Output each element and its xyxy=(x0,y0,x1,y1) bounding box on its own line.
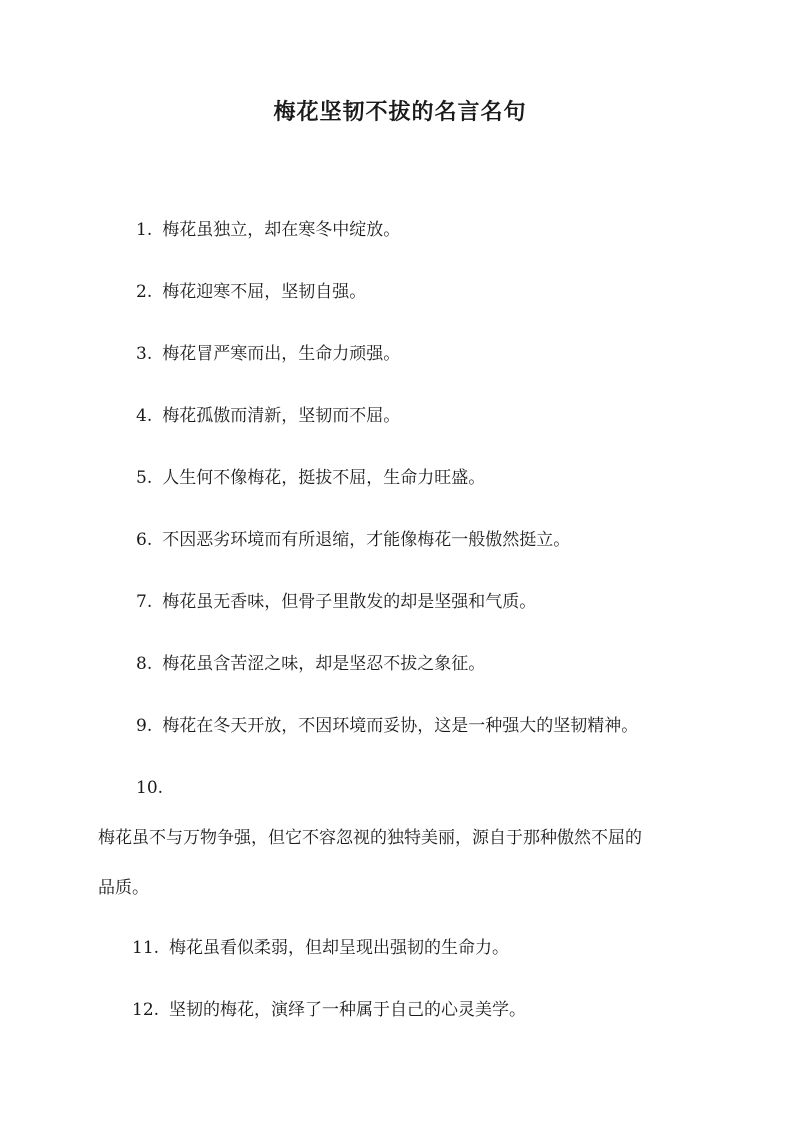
quote-text: 梅花在冬天开放，不因环境而妥协，这是一种强大的坚韧精神。 xyxy=(162,716,639,736)
quote-item-6 xyxy=(136,527,570,553)
quote-item-11 xyxy=(132,935,509,961)
quote-text: 人生何不像梅花，挺拔不屈，生命力旺盛。 xyxy=(162,468,486,488)
quote-number: 5. xyxy=(136,468,153,488)
quote-text: 不因恶劣环境而有所退缩，才能像梅花一般傲然挺立。 xyxy=(162,530,571,550)
quote-text: 梅花虽无香味，但骨子里散发的却是坚强和气质。 xyxy=(162,592,537,612)
quote-item-10-text-line1: 梅花虽不与万物争强，但它不容忽视的独特美丽，源自于那种傲然不屈的 xyxy=(98,828,642,848)
quote-item-10-text-line2: 品质。 xyxy=(98,878,149,898)
quote-item-12 xyxy=(132,997,526,1023)
quote-item-2 xyxy=(136,279,366,305)
quote-number: 11. xyxy=(132,938,160,958)
quote-item-3 xyxy=(136,341,400,367)
quote-number: 9. xyxy=(136,716,153,736)
quote-item-7 xyxy=(136,589,536,615)
quote-item-1 xyxy=(136,217,400,243)
quote-number: 6. xyxy=(136,530,153,550)
quote-number: 3. xyxy=(136,344,153,364)
document-title: 梅花坚韧不拔的名言名句 xyxy=(273,99,527,125)
quote-item-4 xyxy=(136,403,400,429)
quote-number: 8. xyxy=(136,654,153,674)
quote-number: 1. xyxy=(136,220,153,240)
quote-item-9 xyxy=(136,713,638,739)
quote-text: 梅花虽含苦涩之味，却是坚忍不拔之象征。 xyxy=(162,654,486,674)
quote-text: 梅花孤傲而清新，坚韧而不屈。 xyxy=(162,406,401,426)
quote-number: 4. xyxy=(136,406,153,426)
quote-text: 梅花虽独立，却在寒冬中绽放。 xyxy=(162,220,401,240)
quote-text: 梅花冒严寒而出，生命力顽强。 xyxy=(162,344,401,364)
quote-item-5 xyxy=(136,465,485,491)
quote-item-10-number: 10. xyxy=(136,778,164,798)
quote-text: 梅花迎寒不屈，坚韧自强。 xyxy=(162,282,367,302)
quote-item-8 xyxy=(136,651,485,677)
quote-number: 7. xyxy=(136,592,153,612)
quote-number: 2. xyxy=(136,282,153,302)
quote-number: 12. xyxy=(132,1000,160,1020)
quote-text: 坚韧的梅花，演绎了一种属于自己的心灵美学。 xyxy=(169,1000,527,1020)
quote-text: 梅花虽看似柔弱，但却呈现出强韧的生命力。 xyxy=(169,938,510,958)
